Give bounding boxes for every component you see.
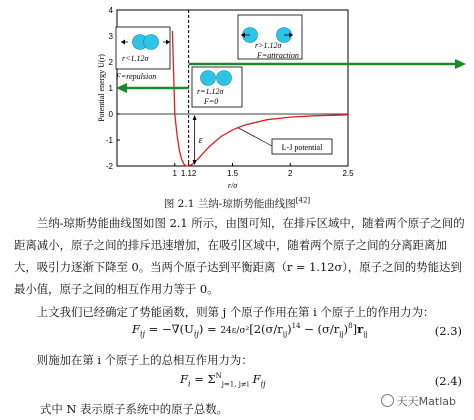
x-tick-label: 1.5 [226, 169, 239, 178]
equilibrium-distance-label: r=1.12σ [197, 87, 224, 96]
wechat-icon [381, 394, 394, 407]
y-tick-label: 4 [108, 6, 113, 15]
paragraph-force-intro: 上文我们已经确定了势能函数，则第 j 个原子作用在第 i 个原子上的作用力为： [36, 305, 435, 319]
eq24-sum-top: N [215, 372, 222, 381]
eq23-rest: ) = [198, 322, 221, 336]
caption-text: 图 2.1 兰纳-琼斯势能曲线图 [163, 198, 296, 210]
y-axis-label: Potential energy U(r) [97, 54, 106, 122]
y-tick-label: -1 [105, 136, 113, 145]
eq23-formula-body: $24\varepsilon/\sigma^2[2(\sigma/r_{ij})^{14} - (\sigma/r_{ij})^8]r_{ij}$ [220, 322, 368, 339]
equilibrium-force-label: F=0 [204, 97, 219, 106]
curve-label: L-J potential [281, 143, 323, 152]
eq24-number: (2.4) [434, 374, 462, 388]
x-axis-label: r/σ [227, 181, 238, 190]
watermark [379, 393, 458, 409]
repulsion-distance-label: r<1.12σ [122, 54, 149, 63]
eq24-rest-sub: ij [260, 379, 266, 389]
epsilon-arrow-head-top [193, 115, 197, 120]
eq24-sum-bottom: j=1, j≠i [221, 380, 249, 389]
attraction-arrow-head [455, 59, 466, 69]
eq24-text: = Σ [190, 372, 216, 386]
eq24-rest-f: F [252, 372, 261, 386]
repulsion-force-label: F=repulsion [116, 72, 157, 81]
epsilon-label: ε [198, 135, 203, 146]
eq23-number: (2.3) [434, 324, 462, 338]
y-tick-label: 3 [108, 32, 113, 41]
eq23-lhs-sub: ij [139, 329, 146, 339]
equation-2-3 [132, 322, 368, 338]
caption-citation: [42] [295, 196, 311, 205]
paragraph-n-definition: 式中 N 表示原子系统中的原子总数。 [40, 402, 229, 416]
y-tick-label: 2 [108, 58, 113, 67]
eq23-lhs: F [132, 322, 140, 336]
x-tick-label: 1.12 [180, 169, 197, 178]
figure-caption [0, 196, 474, 211]
eq24-lhs-sub: i [187, 379, 191, 389]
eq24-lhs: F [180, 372, 188, 386]
paragraph-total-force-intro: 则施加在第 i 个原子上的总相互作用力为： [36, 353, 253, 367]
equilibrium-atom [201, 71, 216, 86]
watermark-text: 天天Matlab [396, 395, 456, 408]
attraction-distance-label: r>1.12σ [255, 41, 282, 50]
y-tick-label: -2 [105, 162, 113, 171]
attraction-force-label: F=attraction [257, 51, 299, 60]
repulsion-arrow-head [116, 83, 127, 93]
curve-label-leader [238, 128, 272, 146]
lj-potential-figure [0, 0, 474, 198]
equation-2-4 [180, 372, 266, 388]
x-tick-label: 2.5 [342, 169, 354, 178]
lj-potential-chart [0, 0, 474, 198]
y-tick-label: 0 [108, 110, 113, 119]
x-tick-label: 1 [172, 169, 177, 178]
repulsion-atom [144, 35, 159, 50]
eq23-text: = −∇(U [145, 322, 194, 336]
y-tick-label: 1 [108, 84, 113, 93]
paragraph-lj-description: 兰纳-琼斯势能曲线图如图 2.1 所示，由图可知，在排斥区域中，随着两个原子之间的距离减小，原子之间的排斥迅速增加，在吸引区域中，随着两个原子之间的分离距离加大，吸引力逐渐下降至 0。当两个原子达到平衡距离（r = 1.12σ），原子之间的势能达到最小值，原子之间的相互作用力等于 0。 [14, 216, 465, 296]
equilibrium-atom [217, 71, 232, 86]
eq23-u-sub: ij [193, 329, 199, 339]
x-tick-label: 2 [288, 169, 293, 178]
